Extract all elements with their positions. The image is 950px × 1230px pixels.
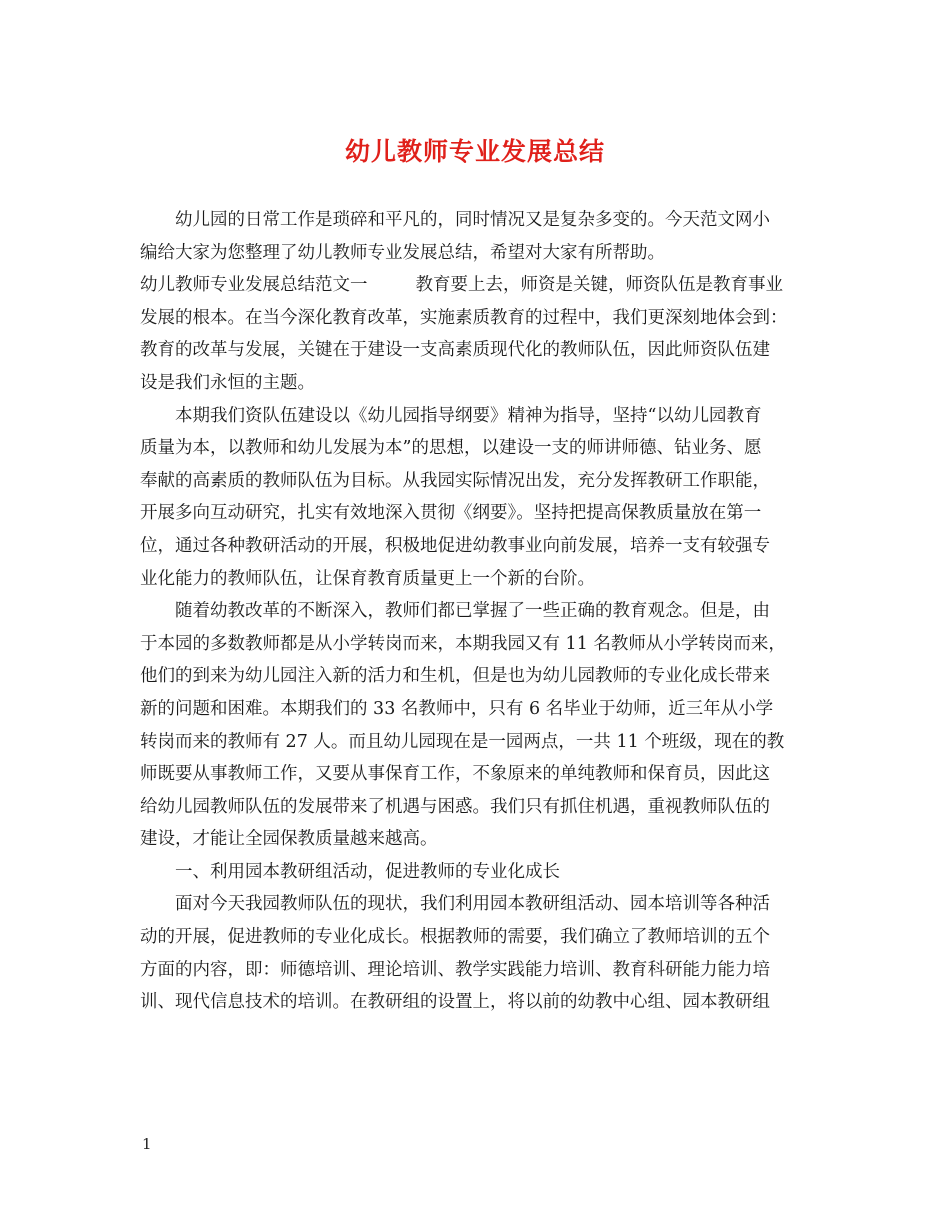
paragraph-line: 奉献的高素质的教师队伍为目标。从我园实际情况出发，充分发挥教研工作职能， <box>140 470 770 491</box>
paragraph-line: 他们的到来为幼儿园注入新的活力和生机，但是也为幼儿园教师的专业化成长带来 <box>140 666 770 687</box>
paragraph-line: 位，通过各种教研活动的开展，积极地促进幼教事业向前发展，培养一支有较强专 <box>140 535 770 556</box>
paragraph-line: 幼儿园的日常工作是琐碎和平凡的，同时情况又是复杂多变的。今天范文网小 <box>175 210 770 230</box>
paragraph-line <box>140 269 812 302</box>
paragraph-line: 建设，才能让全园保教质量越来越高。 <box>140 829 438 850</box>
paragraph-line: 师既要从事教师工作，又要从事保育工作，不象原来的单纯教师和保育员，因此这 <box>140 764 770 785</box>
document-body <box>140 204 812 1019</box>
section-heading: 幼儿教师专业发展总结范文一 <box>140 275 368 296</box>
paragraph-line: 转岗而来的教师有 27 人。而且幼儿园现在是一园两点，一共 11 个班级，现在的教 <box>140 731 785 752</box>
paragraph-line: 给幼儿园教师队伍的发展带来了机遇与困惑。我们只有抓住机遇，重视教师队伍的 <box>140 796 770 817</box>
paragraph-line: 开展多向互动研究，扎实有效地深入贯彻《纲要》。坚持把提高保教质量放在第一 <box>140 503 762 524</box>
paragraph-line: 随着幼教改革的不断深入，教师们都已掌握了一些正确的教育观念。但是，由 <box>175 601 770 622</box>
paragraph-line: 训、现代信息技术的培训。在教研组的设置上，将以前的幼教中心组、园本教研组 <box>140 992 770 1013</box>
section-heading: 一、利用园本教研组活动，促进教师的专业化成长 <box>175 861 560 882</box>
paragraph-line: 新的问题和困难。本期我们的 33 名教师中，只有 6 名毕业于幼师，近三年从小学 <box>140 698 774 719</box>
page-number: 1 <box>142 1135 152 1153</box>
paragraph-line: 教育的改革与发展，关键在于建设一支高素质现代化的教师队伍，因此师资队伍建 <box>140 340 770 361</box>
paragraph-line: 设是我们永恒的主题。 <box>140 372 315 393</box>
document-title: 幼儿教师专业发展总结 <box>344 137 605 166</box>
paragraph-line: 于本园的多数教师都是从小学转岗而来，本期我园又有 11 名教师从小学转岗而来， <box>140 633 786 654</box>
paragraph-line: 面对今天我园教师队伍的现状，我们利用园本教研组活动、园本培训等各种活 <box>175 894 770 915</box>
paragraph-line: 方面的内容，即：师德培训、理论培训、教学实践能力培训、教育科研能力能力培 <box>140 959 770 980</box>
paragraph-line: 质量为本，以教师和幼儿发展为本”的思想，以建设一支的师讲师德、钻业务、愿 <box>140 438 762 459</box>
paragraph-line: 发展的根本。在当今深化教育改革，实施素质教育的过程中，我们更深刻地体会到： <box>140 307 788 328</box>
paragraph-line: 动的开展，促进教师的专业化成长。根据教师的需要，我们确立了教师培训的五个 <box>140 927 770 948</box>
paragraph-line: 本期我们资队伍建设以《幼儿园指导纲要》精神为指导，坚持“以幼儿园教育 <box>175 405 762 426</box>
paragraph-text: 教育要上去，师资是关键，师资队伍是教育事业 <box>415 275 783 296</box>
paragraph-line: 业化能力的教师队伍，让保育教育质量更上一个新的台阶。 <box>140 568 595 589</box>
paragraph-line: 编给大家为您整理了幼儿教师专业发展总结，希望对大家有所帮助。 <box>140 242 665 263</box>
